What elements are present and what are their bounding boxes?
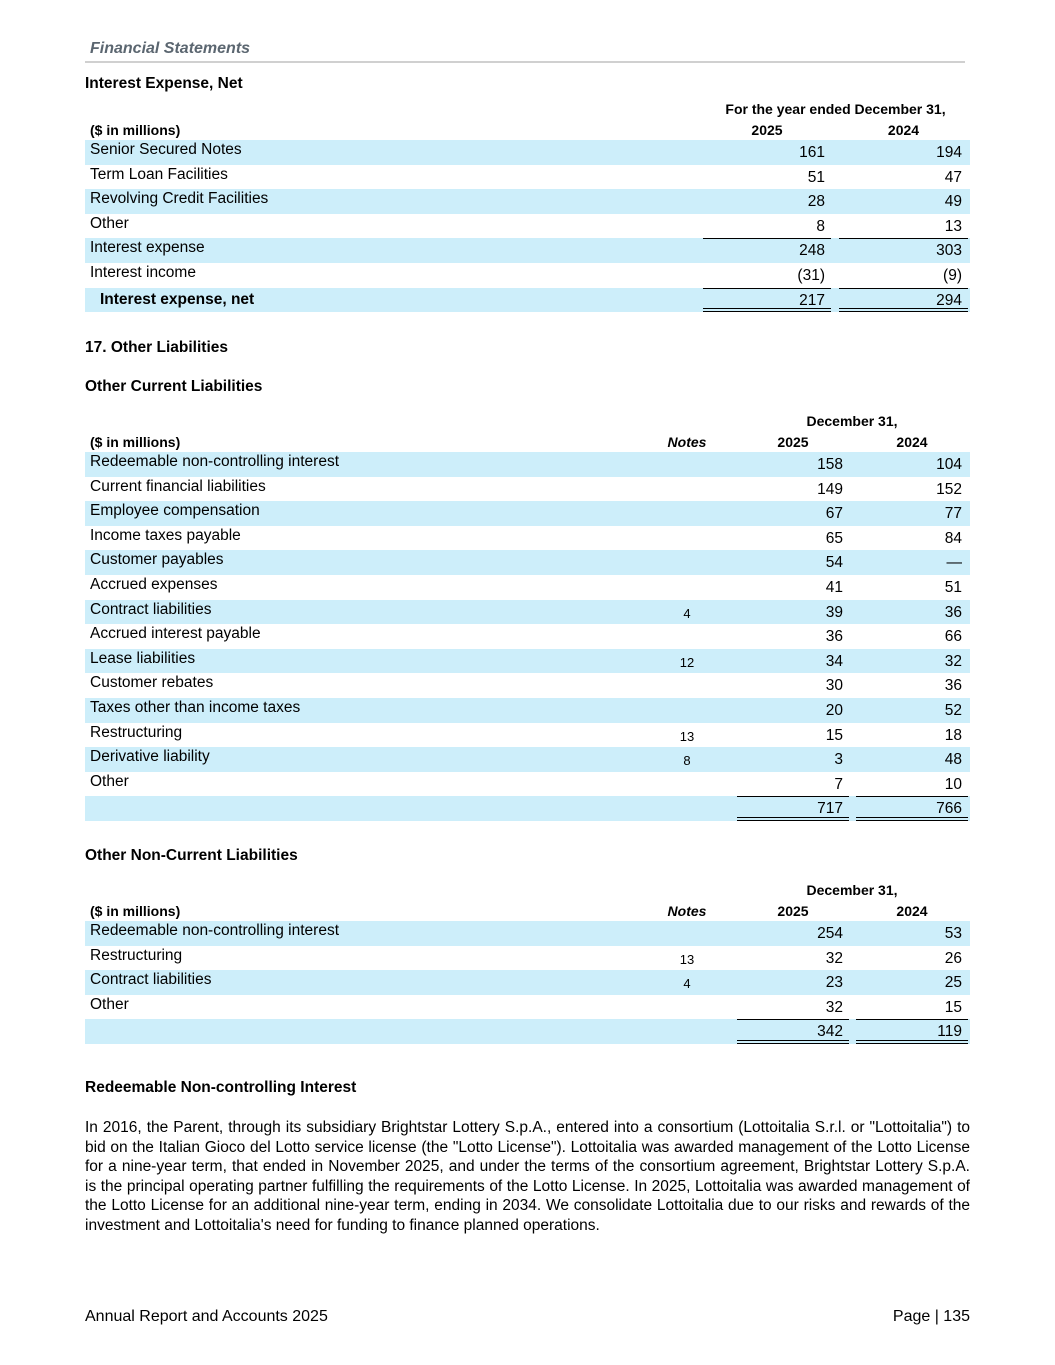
table-row xyxy=(85,772,970,797)
value-2024: 49 xyxy=(944,193,962,211)
footer-page-number: Page | 135 xyxy=(892,1308,970,1325)
column-header-2024: 2024 xyxy=(856,903,968,923)
value-2025: 34 xyxy=(825,652,843,670)
row-label: Interest expense, net xyxy=(100,290,255,308)
value-2025: (31) xyxy=(797,266,825,284)
value-2024: 36 xyxy=(944,677,962,695)
notes-header: Notes xyxy=(643,434,731,454)
value-2024: 84 xyxy=(944,529,962,547)
row-label: Taxes other than income taxes xyxy=(90,698,301,716)
unit-label: ($ in millions) xyxy=(90,122,181,138)
value-2025: 161 xyxy=(799,144,825,161)
row-label: Derivative liability xyxy=(90,748,210,766)
value-2025: 36 xyxy=(825,628,843,646)
note-ref: 4 xyxy=(683,976,691,992)
row-label: Other xyxy=(90,995,129,1013)
value-2024: 51 xyxy=(944,578,962,596)
row-label: Senior Secured Notes xyxy=(90,141,242,158)
table-row xyxy=(85,946,970,971)
value-2025: 54 xyxy=(825,554,843,572)
value-2025: 254 xyxy=(817,925,843,942)
redeemable-paragraph: In 2016, the Parent, through its subsidiary Brightstar Lottery S.p.A., entered into a consortium (Lottoitalia S.r.l. or "Lottoitalia") to bid on the Italian Gioco del Lotto service license (the "Lotto License"). Lottoitalia was awarded management of the Lotto License for a nine-year term, that ended in November 2025, and under the terms of the consortium agreement, Brightstar Lottery S.p.A. is the principal operating partner fulfilling the requirements of the Lotto License. In 2025, Lottoitalia was awarded management of the Lotto License for an additional nine-year term, ending in 2034. We consolidate Lottoitalia due to our risks and rewards of the investment and Lottoitalia's need for funding to finance planned operations. xyxy=(85,1119,970,1234)
row-label: Redeemable non-controlling interest xyxy=(90,453,340,470)
value-2025: 65 xyxy=(825,529,843,547)
total-2025: 342 xyxy=(737,1019,849,1044)
value-2025: 23 xyxy=(825,974,843,992)
column-header-2025: 2025 xyxy=(737,903,849,923)
table-row xyxy=(85,575,970,600)
interest-rows xyxy=(85,140,970,312)
value-2025: 28 xyxy=(807,193,825,211)
value-2025: 3 xyxy=(834,751,843,769)
table-header xyxy=(85,899,970,921)
value-2024: 32 xyxy=(944,652,962,670)
value-2025: 30 xyxy=(825,677,843,695)
other-liabilities-title: 17. Other Liabilities xyxy=(85,339,228,356)
row-label: Accrued expenses xyxy=(90,575,218,593)
table-row xyxy=(85,189,970,214)
footer-report-title: Annual Report and Accounts 2025 xyxy=(85,1308,328,1325)
row-label: Other xyxy=(90,214,129,232)
table-row xyxy=(85,526,970,551)
value-2024: 294 xyxy=(839,288,968,313)
redeemable-title: Redeemable Non-controlling Interest xyxy=(85,1079,357,1096)
value-2024: 47 xyxy=(944,168,962,186)
value-2024: 10 xyxy=(944,775,962,793)
table-row xyxy=(85,238,970,263)
note-ref: 8 xyxy=(683,753,691,769)
interest-expense-table xyxy=(85,118,970,312)
table-row xyxy=(85,214,970,239)
value-2025: 217 xyxy=(703,288,831,313)
note-ref: 13 xyxy=(679,728,695,744)
row-label: Interest income xyxy=(90,263,196,281)
value-2025: 51 xyxy=(807,168,825,186)
value-2024: 13 xyxy=(944,217,962,235)
row-label: Contract liabilities xyxy=(90,971,212,989)
label-column-rule xyxy=(85,122,696,142)
value-2024: 303 xyxy=(839,238,968,263)
row-label: Accrued interest payable xyxy=(90,625,261,643)
value-2024: 52 xyxy=(944,701,962,719)
value-2024: 36 xyxy=(944,603,962,621)
page-header-section: Financial Statements xyxy=(85,40,965,63)
table-header xyxy=(85,118,970,140)
table-row xyxy=(85,698,970,723)
value-2025: 32 xyxy=(825,998,843,1016)
unit-label: ($ in millions) xyxy=(90,903,181,919)
row-label: Revolving Credit Facilities xyxy=(90,190,269,208)
row-label: Employee compensation xyxy=(90,502,260,520)
value-2024: — xyxy=(946,554,962,572)
value-2025: 41 xyxy=(825,578,843,596)
value-2025: 32 xyxy=(825,949,843,967)
note-ref: 13 xyxy=(679,951,695,967)
note-ref: 4 xyxy=(683,605,691,621)
table-row xyxy=(85,624,970,649)
row-label: Customer payables xyxy=(90,551,224,569)
table-row xyxy=(85,649,970,674)
row-label: Current financial liabilities xyxy=(90,477,266,495)
column-header-2024: 2024 xyxy=(856,434,968,454)
current-liabilities-title: Other Current Liabilities xyxy=(85,378,263,395)
value-2024: 48 xyxy=(944,751,962,769)
table-row xyxy=(85,165,970,190)
value-2025: 8 xyxy=(816,217,825,235)
table-row xyxy=(85,970,970,995)
value-2025: 158 xyxy=(817,456,843,473)
table-row xyxy=(85,452,970,477)
value-2024: 15 xyxy=(944,998,962,1016)
value-2024: 77 xyxy=(944,505,962,523)
table-row xyxy=(85,995,970,1020)
value-2025: 149 xyxy=(817,480,843,498)
row-label: Contract liabilities xyxy=(90,600,212,618)
column-header-2024: 2024 xyxy=(839,122,968,142)
row-label: Restructuring xyxy=(90,946,183,964)
value-2024: 18 xyxy=(944,726,962,744)
total-2024: 766 xyxy=(856,796,968,821)
row-label: Other xyxy=(90,772,129,790)
value-2024: 25 xyxy=(944,974,962,992)
total-row xyxy=(85,796,970,821)
row-label: Redeemable non-controlling interest xyxy=(90,922,340,939)
value-2024: 53 xyxy=(944,925,962,942)
notes-header: Notes xyxy=(643,903,731,923)
column-header-2025: 2025 xyxy=(703,122,831,142)
noncurrent-rows xyxy=(85,921,970,1044)
row-label: Lease liabilities xyxy=(90,649,196,667)
noncurrent-period-label: December 31, xyxy=(806,882,898,898)
row-label: Term Loan Facilities xyxy=(90,165,228,183)
label-column-rule xyxy=(85,903,637,923)
value-2024: 26 xyxy=(944,949,962,967)
value-2024: 104 xyxy=(936,456,962,473)
table-row xyxy=(85,921,970,946)
row-label: Customer rebates xyxy=(90,674,214,692)
current-rows xyxy=(85,452,970,821)
column-header-2025: 2025 xyxy=(737,434,849,454)
interest-period-label: For the year ended December 31, xyxy=(725,101,946,117)
table-row xyxy=(85,600,970,625)
table-row xyxy=(85,723,970,748)
table-row xyxy=(85,501,970,526)
table-row xyxy=(85,140,970,165)
table-row xyxy=(85,263,970,288)
row-label: Income taxes payable xyxy=(90,526,241,544)
row-label: Restructuring xyxy=(90,723,183,741)
table-row xyxy=(85,550,970,575)
interest-expense-title: Interest Expense, Net xyxy=(85,75,243,92)
table-row xyxy=(85,477,970,502)
current-period-label: December 31, xyxy=(806,413,898,429)
value-2025: 20 xyxy=(825,701,843,719)
value-2024: 194 xyxy=(936,144,962,161)
value-2024: 152 xyxy=(936,480,962,498)
value-2025: 15 xyxy=(825,726,843,744)
total-2024: 119 xyxy=(856,1019,968,1044)
table-row xyxy=(85,747,970,772)
value-2025: 39 xyxy=(825,603,843,621)
noncurrent-liabilities-table xyxy=(85,899,970,1044)
note-ref: 12 xyxy=(679,654,695,670)
table-row xyxy=(85,288,970,313)
total-2025: 717 xyxy=(737,796,849,821)
current-liabilities-table xyxy=(85,430,970,821)
value-2025: 67 xyxy=(825,505,843,523)
value-2024: 66 xyxy=(944,628,962,646)
value-2025: 248 xyxy=(703,238,831,263)
total-row xyxy=(85,1019,970,1044)
table-row xyxy=(85,673,970,698)
noncurrent-liabilities-title: Other Non-Current Liabilities xyxy=(85,847,298,864)
label-column-rule xyxy=(85,434,637,454)
unit-label: ($ in millions) xyxy=(90,434,181,450)
value-2025: 7 xyxy=(834,775,843,793)
value-2024: (9) xyxy=(943,266,962,284)
table-header xyxy=(85,430,970,452)
row-label: Interest expense xyxy=(90,239,205,257)
